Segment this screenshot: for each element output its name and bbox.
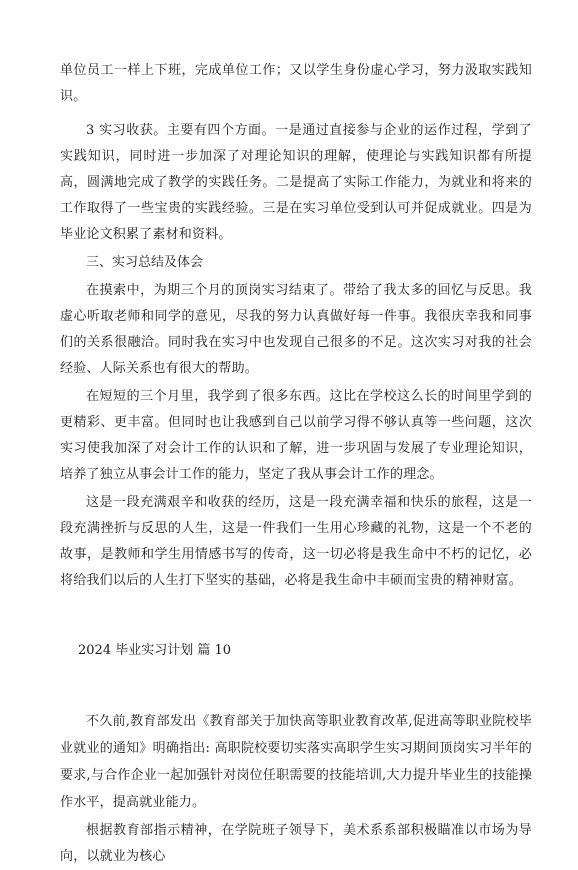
paragraph-summary-2: 在短短的三个月里，我学到了很多东西。这比在学校这么长的时间里学到的更精彩、更丰富。但同时也让我感到自己以前学习得不够认真等一些问题，这次实习使我加深了对会计工作的认识和了解，进一步巩固与发展了专业理论知识，培养了独立从事会计工作的能力，坚定了我从事会计工作的理念。 xyxy=(60,389,532,482)
paragraph-summary-1: 在摸索中，为期三个月的顶岗实习结束了。带给了我太多的回忆与反思。我虚心听取老师和同学的意见，尽我的努力认真做好每一件事。我很庆幸我和同事们的关系很融洽。同时我在实习中也发现自己很多的不足。这次实习对我的社会经验、人际关系也有很大的帮助。 xyxy=(60,283,532,376)
section-title: 2024 毕业实习计划 篇 10 xyxy=(78,643,232,658)
paragraph-continuation: 单位员工一样上下班，完成单位工作；又以学生身份虚心学习，努力汲取实践知识。 xyxy=(60,63,532,104)
heading-summary: 三、实习总结及体会 xyxy=(86,255,204,270)
paragraph-internship-harvest: 3 实习收获。主要有四个方面。一是通过直接参与企业的运作过程，学到了实践知识，同时进一步加深了对理论知识的理解，使理论与实践知识都有所提高，圆满地完成了教学的实践任务。二是提高了实际工作能力，为就业和将来的工作取得了一些宝贵的实践经验。三是在实习单位受到认可并促成就业。四是为毕业论文积累了素材和资料。 xyxy=(60,123,532,242)
paragraph-plan-2: 根据教育部指示精神，在学院班子领导下，美术系系部积极瞄准以市场为导向，以就业为核心 xyxy=(60,823,532,864)
paragraph-summary-3: 这是一段充满艰辛和收获的经历，这是一段充满幸福和快乐的旅程，这是一段充满挫折与反思的人生，这是一件我们一生用心珍藏的礼物，这是一个不老的故事，是教师和学生用情感书写的传奇，这一切必将是我生命中不朽的记忆，必将给我们以后的人生打下坚实的基础，必将是我生命中丰硕而宝贵的精神财富。 xyxy=(60,495,532,588)
paragraph-plan-1: 不久前,教育部发出《教育部关于加快高等职业教育改革,促进高等职业院校毕业就业的通知》明确指出: 高职院校要切实落实高职学生实习期间顶岗实习半年的要求,与合作企业一起加强针对岗位任职需要的技能培训,大力提升毕业生的技能操作水平，提高就业能力。 xyxy=(60,714,532,810)
